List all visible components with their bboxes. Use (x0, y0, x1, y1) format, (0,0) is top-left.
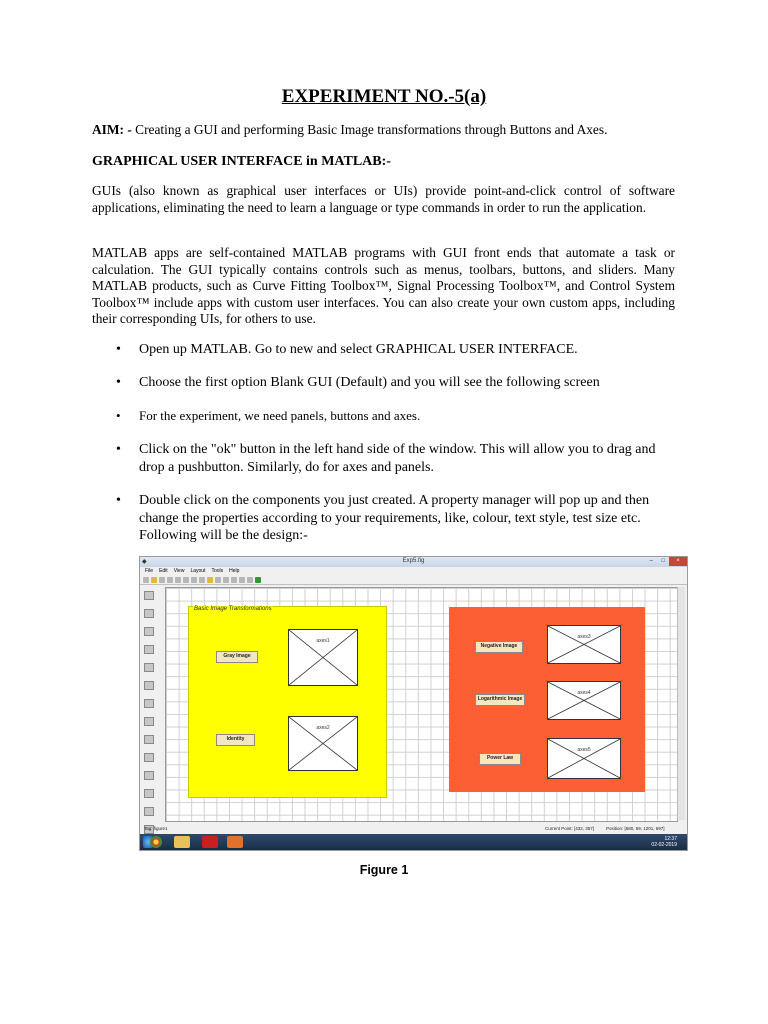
bullet-symbol: • (116, 375, 121, 390)
power-law-button[interactable]: Power Law (479, 753, 521, 765)
bullet-text: Choose the first option Blank GUI (Default) and you will see the following screen (139, 375, 600, 390)
logarithmic-image-button[interactable]: Logarithmic Image (475, 694, 525, 706)
axes-label: axes2 (316, 725, 330, 731)
bullet-symbol: • (116, 342, 121, 357)
bullet-text: Double click on the components you just created. A property manager will pop up and then change the properties according to your requirements, like, colour, text style, test size etc. Following will be the design:- (139, 493, 650, 543)
paste-icon[interactable] (183, 577, 189, 583)
paragraph-matlab-apps: MATLAB apps are self-contained MATLAB programs with GUI front ends that automate a task or calculation. The GUI typically contains controls such as menus, toolbars, buttons, and sliders. Many MATLAB products, such as Curve Fitting Toolbox™, Signal Processing Toolbox™, and Control System Toolbox™ include apps with custom user interfaces. You can also create your own custom apps, including their corresponding UIs, for others to use. (92, 245, 675, 326)
panel-transformations-right[interactable] (449, 607, 645, 792)
section-heading: GRAPHICAL USER INTERFACE in MATLAB:- (92, 154, 391, 169)
panel-tool-icon[interactable] (144, 807, 154, 816)
matlab-icon: ◆ (142, 559, 147, 565)
maximize-icon[interactable]: □ (661, 558, 665, 564)
pushbutton-tool-icon[interactable] (144, 609, 154, 618)
axes-tool-icon[interactable] (144, 789, 154, 798)
bullet-symbol: • (116, 493, 121, 508)
close-icon[interactable]: × (669, 557, 687, 566)
slider-tool-icon[interactable] (144, 627, 154, 636)
axes-placeholder-cross (548, 739, 620, 778)
identity-button[interactable]: Identity (216, 734, 255, 746)
menu-layout[interactable]: Layout (190, 568, 206, 574)
axes-label: axes3 (577, 634, 591, 640)
run-icon[interactable] (255, 577, 261, 583)
axes2[interactable] (288, 716, 358, 771)
aim-label: AIM: - (92, 122, 132, 137)
page-title: EXPERIMENT NO.-5(a) (281, 86, 487, 107)
popup-menu-tool-icon[interactable] (144, 717, 154, 726)
menu-bar (140, 567, 687, 575)
figure-caption: Figure 1 (359, 863, 409, 877)
axes-placeholder-cross (548, 682, 620, 719)
open-icon[interactable] (151, 577, 157, 583)
table-tool-icon[interactable] (144, 771, 154, 780)
menu-editor-icon[interactable] (215, 577, 221, 583)
new-icon[interactable] (143, 577, 149, 583)
select-tool-icon[interactable] (144, 591, 154, 600)
edit-text-tool-icon[interactable] (144, 681, 154, 690)
status-position: Position: [680, 59, 1201, 697] (606, 826, 665, 831)
vertical-scrollbar[interactable] (677, 587, 685, 820)
axes1[interactable] (288, 629, 358, 686)
taskbar-clock (651, 836, 677, 848)
editor-icon[interactable] (231, 577, 237, 583)
menu-view[interactable]: View (173, 568, 185, 574)
status-bar (140, 825, 687, 833)
align-icon[interactable] (207, 577, 213, 583)
guide-screenshot (139, 556, 688, 851)
cut-icon[interactable] (167, 577, 173, 583)
axes5[interactable] (547, 738, 621, 779)
checkbox-tool-icon[interactable] (144, 663, 154, 672)
windows-taskbar (140, 834, 687, 850)
negative-image-button[interactable]: Negative Image (475, 641, 523, 653)
window-title: Exp5.fig (402, 558, 425, 564)
matlab-taskbar-icon[interactable] (227, 836, 243, 848)
property-inspector-icon[interactable] (239, 577, 245, 583)
panel-basic-transformations[interactable] (188, 606, 387, 798)
toolbar (140, 575, 687, 585)
axes4[interactable] (547, 681, 621, 720)
copy-icon[interactable] (175, 577, 181, 583)
undo-icon[interactable] (191, 577, 197, 583)
bullet-text: Click on the "ok" button in the left hand side of the window. This will allow you to drag and drop a pushbutton. Similarly, do for axes and panels. (139, 442, 656, 475)
clock-date: 02-02-2019 (651, 842, 677, 848)
static-text-tool-icon[interactable] (144, 699, 154, 708)
menu-file[interactable]: File (145, 568, 154, 574)
component-palette (142, 589, 162, 851)
bullet-text: For the experiment, we need panels, buttons and axes. (139, 408, 421, 423)
gray-image-button[interactable]: Gray Image (216, 651, 258, 663)
toggle-button-tool-icon[interactable] (144, 753, 154, 762)
axes-label: axes1 (316, 638, 330, 644)
menu-help[interactable]: Help (229, 568, 240, 574)
bullet-symbol: • (116, 442, 121, 457)
axes-label: axes4 (577, 690, 591, 696)
bullet-text: Open up MATLAB. Go to new and select GRAPHICAL USER INTERFACE. (139, 342, 578, 357)
panel-title: Basic Image Transformations (194, 606, 272, 612)
redo-icon[interactable] (199, 577, 205, 583)
status-tag: Tag: figure1 (144, 826, 168, 831)
object-browser-icon[interactable] (247, 577, 253, 583)
clock-time: 12:37 (664, 836, 677, 842)
status-current-point: Current Point: [432, 357] (545, 826, 595, 831)
bullet-symbol: • (116, 408, 121, 423)
listbox-tool-icon[interactable] (144, 735, 154, 744)
save-icon[interactable] (159, 577, 165, 583)
tab-order-icon[interactable] (223, 577, 229, 583)
radiobutton-tool-icon[interactable] (144, 645, 154, 654)
menu-tools[interactable]: Tools (211, 568, 224, 574)
axes-label: axes5 (577, 747, 591, 753)
acrobat-icon[interactable] (202, 836, 218, 848)
chrome-icon[interactable] (150, 836, 162, 848)
aim-text: Creating a GUI and performing Basic Image transformations through Buttons and Axes. (131, 122, 608, 137)
aim-paragraph (92, 122, 675, 139)
menu-edit[interactable]: Edit (159, 568, 168, 574)
window-titlebar (140, 557, 687, 567)
minimize-icon[interactable]: – (649, 558, 653, 564)
paragraph-guis: GUIs (also known as graphical user interfaces or UIs) provide point-and-click control of software applications, eliminating the need to learn a language or type commands in order to run the application. (92, 183, 675, 215)
axes-placeholder-cross (548, 626, 620, 663)
axes3[interactable] (547, 625, 621, 664)
file-explorer-icon[interactable] (174, 836, 190, 848)
